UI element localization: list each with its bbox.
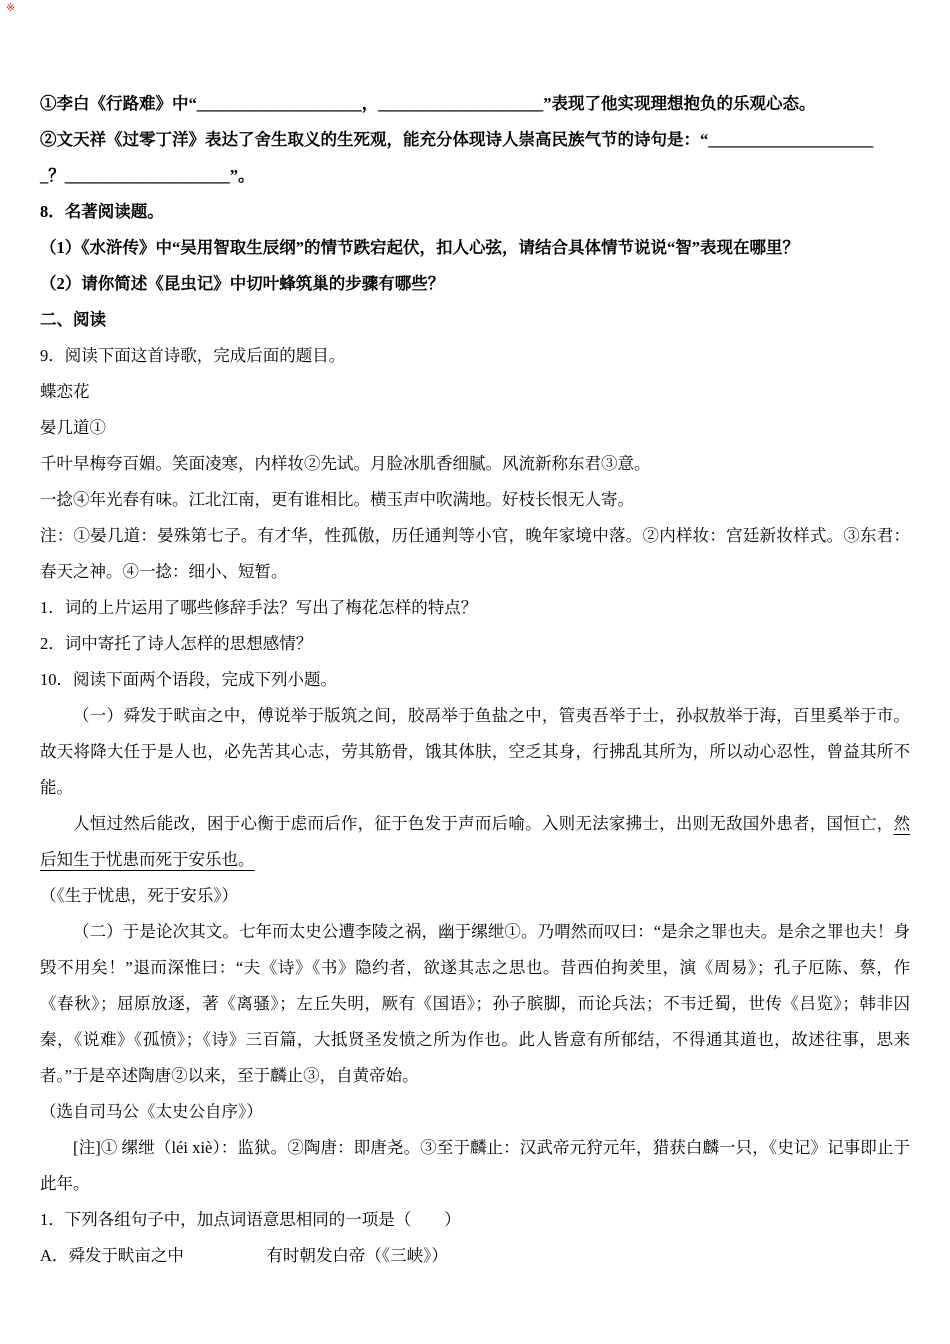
- passage-2-notes: [注]① 缧绁（léi xiè）：监狱。②陶唐：即唐尧。③至于麟止：汉武帝元狩元年，猎获白麟一只，《史记》记事即止于此年。: [40, 1138, 910, 1193]
- passage-1-paragraph-2-text: 人恒过然后能改，困于心衡于虑而后作，征于色发于声而后喻。入则无法家拂士，出则无敌国外患者，国恒亡，: [73, 814, 894, 833]
- fill-blank-item-1: ①李白《行路难》中“____________________，____________________”表现了他实现理想抱负的乐观心态。: [40, 94, 816, 113]
- question-10-sub-1: 1．下列各组句子中，加点词语意思相同的一项是（ ）: [40, 1210, 461, 1229]
- question-8-heading: 8．名著阅读题。: [40, 202, 164, 221]
- passage-1-underlined-sentence: 然后知生于忧患而死于安乐也。: [40, 814, 910, 869]
- fill-blank-item-2-line-2: _？____________________”。: [40, 166, 255, 185]
- question-9-sub-2: 2．词中寄托了诗人怎样的思想感情？: [40, 634, 313, 653]
- question-9-sub-1: 1．词的上片运用了哪些修辞手法？写出了梅花怎样的特点？: [40, 598, 478, 617]
- poem-notes: 注：①晏几道：晏殊第七子。有才华，性孤傲，历任通判等小官，晚年家境中落。②内样妆：宫廷新妆样式。③东君：春天之神。④一捻：细小、短暂。: [40, 526, 910, 581]
- passage-2-source: （选自司马公《太史公自序》）: [40, 1102, 263, 1121]
- question-10-intro: 10．阅读下面两个语段，完成下列小题。: [40, 670, 337, 689]
- passage-2-paragraph: （二）于是论次其文。七年而太史公遭李陵之祸，幽于缧绁①。乃喟然而叹曰：“是余之罪也夫。是余之罪也夫！身毁不用矣！”退而深惟曰：“夫《诗》《书》隐约者，欲遂其志之思也。昔西伯拘羑里，演《周易》；孔子厄陈、蔡，作《春秋》；屈原放逐，著《离骚》；左丘失明，厥有《国语》；孙子膑脚，而论兵法；不韦迁蜀，世传《吕览》；韩非囚秦，《说难》《孤愤》；《诗》三百篇，大抵贤圣发愤之所为作也。此人皆意有所郁结，不得通其道也，故述往事，思来者。”于是卒述陶唐②以来，至于麟止③，自黄帝始。: [40, 922, 910, 1085]
- passage-1-paragraph-2: [40, 806, 910, 878]
- question-8-item-2: （2）请你简述《昆虫记》中切叶蜂筑巢的步骤有哪些？: [40, 274, 445, 293]
- poem-title: 蝶恋花: [40, 382, 90, 401]
- poem-line-2: 一捻④年光春有味。江北江南，更有谁相比。横玉声中吹满地。好枝长恨无人寄。: [40, 490, 634, 509]
- poem-line-1: 千叶早梅夸百媚。笑面凌寒，内样妆②先试。月脸冰肌香细腻。风流新称东君③意。: [40, 454, 651, 473]
- section-2-heading: 二、阅读: [40, 310, 106, 329]
- question-9-intro: 9．阅读下面这首诗歌，完成后面的题目。: [40, 346, 346, 365]
- corner-watermark-icon: ※: [6, 2, 16, 14]
- passage-1-paragraph-1: （一）舜发于畎亩之中，傅说举于版筑之间，胶鬲举于鱼盐之中，管夷吾举于士，孙叔敖举于海，百里奚举于市。故天将降大任于是人也，必先苦其心志，劳其筋骨，饿其体肤，空乏其身，行拂乱其所为，所以动心忍性，曾益其所不能。: [40, 706, 910, 797]
- poem-author: 晏几道①: [40, 418, 106, 437]
- question-10-option-a: A．舜发于畎亩之中 有时朝发白帝（《三峡》）: [40, 1246, 448, 1265]
- passage-1-source: （《生于忧患，死于安乐》）: [40, 886, 238, 905]
- fill-blank-item-2-line-1: ②文天祥《过零丁洋》表达了舍生取义的生死观，能充分体现诗人崇高民族气节的诗句是：“____________________: [40, 130, 874, 149]
- question-8-item-1: （1）《水浒传》中“吴用智取生辰纲”的情节跌宕起伏，扣人心弦，请结合具体情节说说“智”表现在哪里？: [40, 238, 799, 257]
